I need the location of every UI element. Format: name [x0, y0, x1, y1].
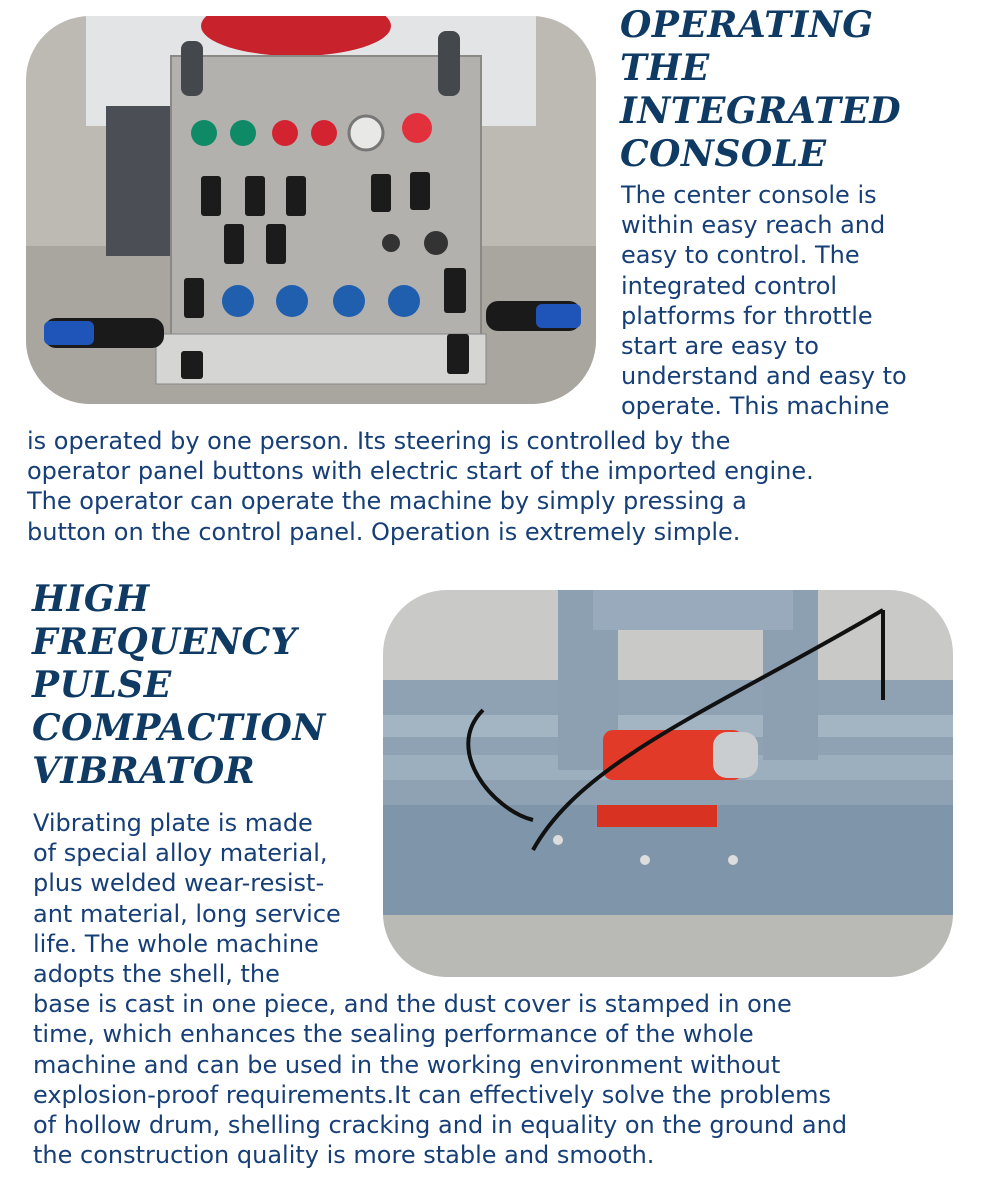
- section2-line: Vibrating plate is made: [33, 809, 313, 837]
- section2-line: plus welded wear-resist-: [33, 869, 325, 898]
- section2-line: machine and can be used in the working environment without: [33, 1050, 781, 1079]
- section2-line: of special alloy material,: [33, 839, 328, 868]
- section1-line: The center console is: [621, 181, 877, 209]
- section1-line: easy to control. The: [621, 241, 860, 270]
- section2-line: time, which enhances the sealing performance of the whole: [33, 1020, 754, 1049]
- control-panel-photo: [26, 16, 596, 404]
- section2-line: adopts the shell, the: [33, 960, 280, 989]
- section2-line: explosion-proof requirements.It can effectively solve the problems: [33, 1080, 832, 1109]
- section1-line: integrated control: [621, 271, 838, 300]
- section1-body: [621, 180, 907, 422]
- section1-line: within easy reach and: [621, 211, 886, 240]
- section2-line: ant material, long service: [33, 899, 341, 928]
- section2-line: of hollow drum, shelling cracking and in equality on the ground and: [33, 1111, 848, 1140]
- section1-line: button on the control panel. Operation is extremely simple.: [27, 517, 741, 546]
- section1-line: start are easy to: [621, 332, 819, 361]
- section1-line: operator panel buttons with electric start of the imported engine.: [27, 457, 814, 486]
- section2-line: base is cast in one piece, and the dust cover is stamped in one: [33, 990, 792, 1019]
- section1-line: platforms for throttle: [621, 301, 873, 330]
- section1-line: operate. This machine: [621, 392, 890, 421]
- section1-title: OPERATING THE INTEGRATED CONSOLE: [620, 4, 902, 175]
- section1-line: understand and easy to: [621, 362, 907, 391]
- section1-line: is operated by one person. Its steering is controlled by the: [27, 427, 731, 455]
- section1-line: The operator can operate the machine by simply pressing a: [27, 487, 747, 516]
- section2-line: life. The whole machine: [33, 929, 319, 958]
- section2-line: the construction quality is more stable and smooth.: [33, 1141, 655, 1170]
- section2-body: [33, 808, 847, 1170]
- section1-body-continued: [27, 426, 814, 547]
- section2-title: HIGH FREQUENCY PULSE COMPACTION VIBRATOR: [32, 578, 326, 792]
